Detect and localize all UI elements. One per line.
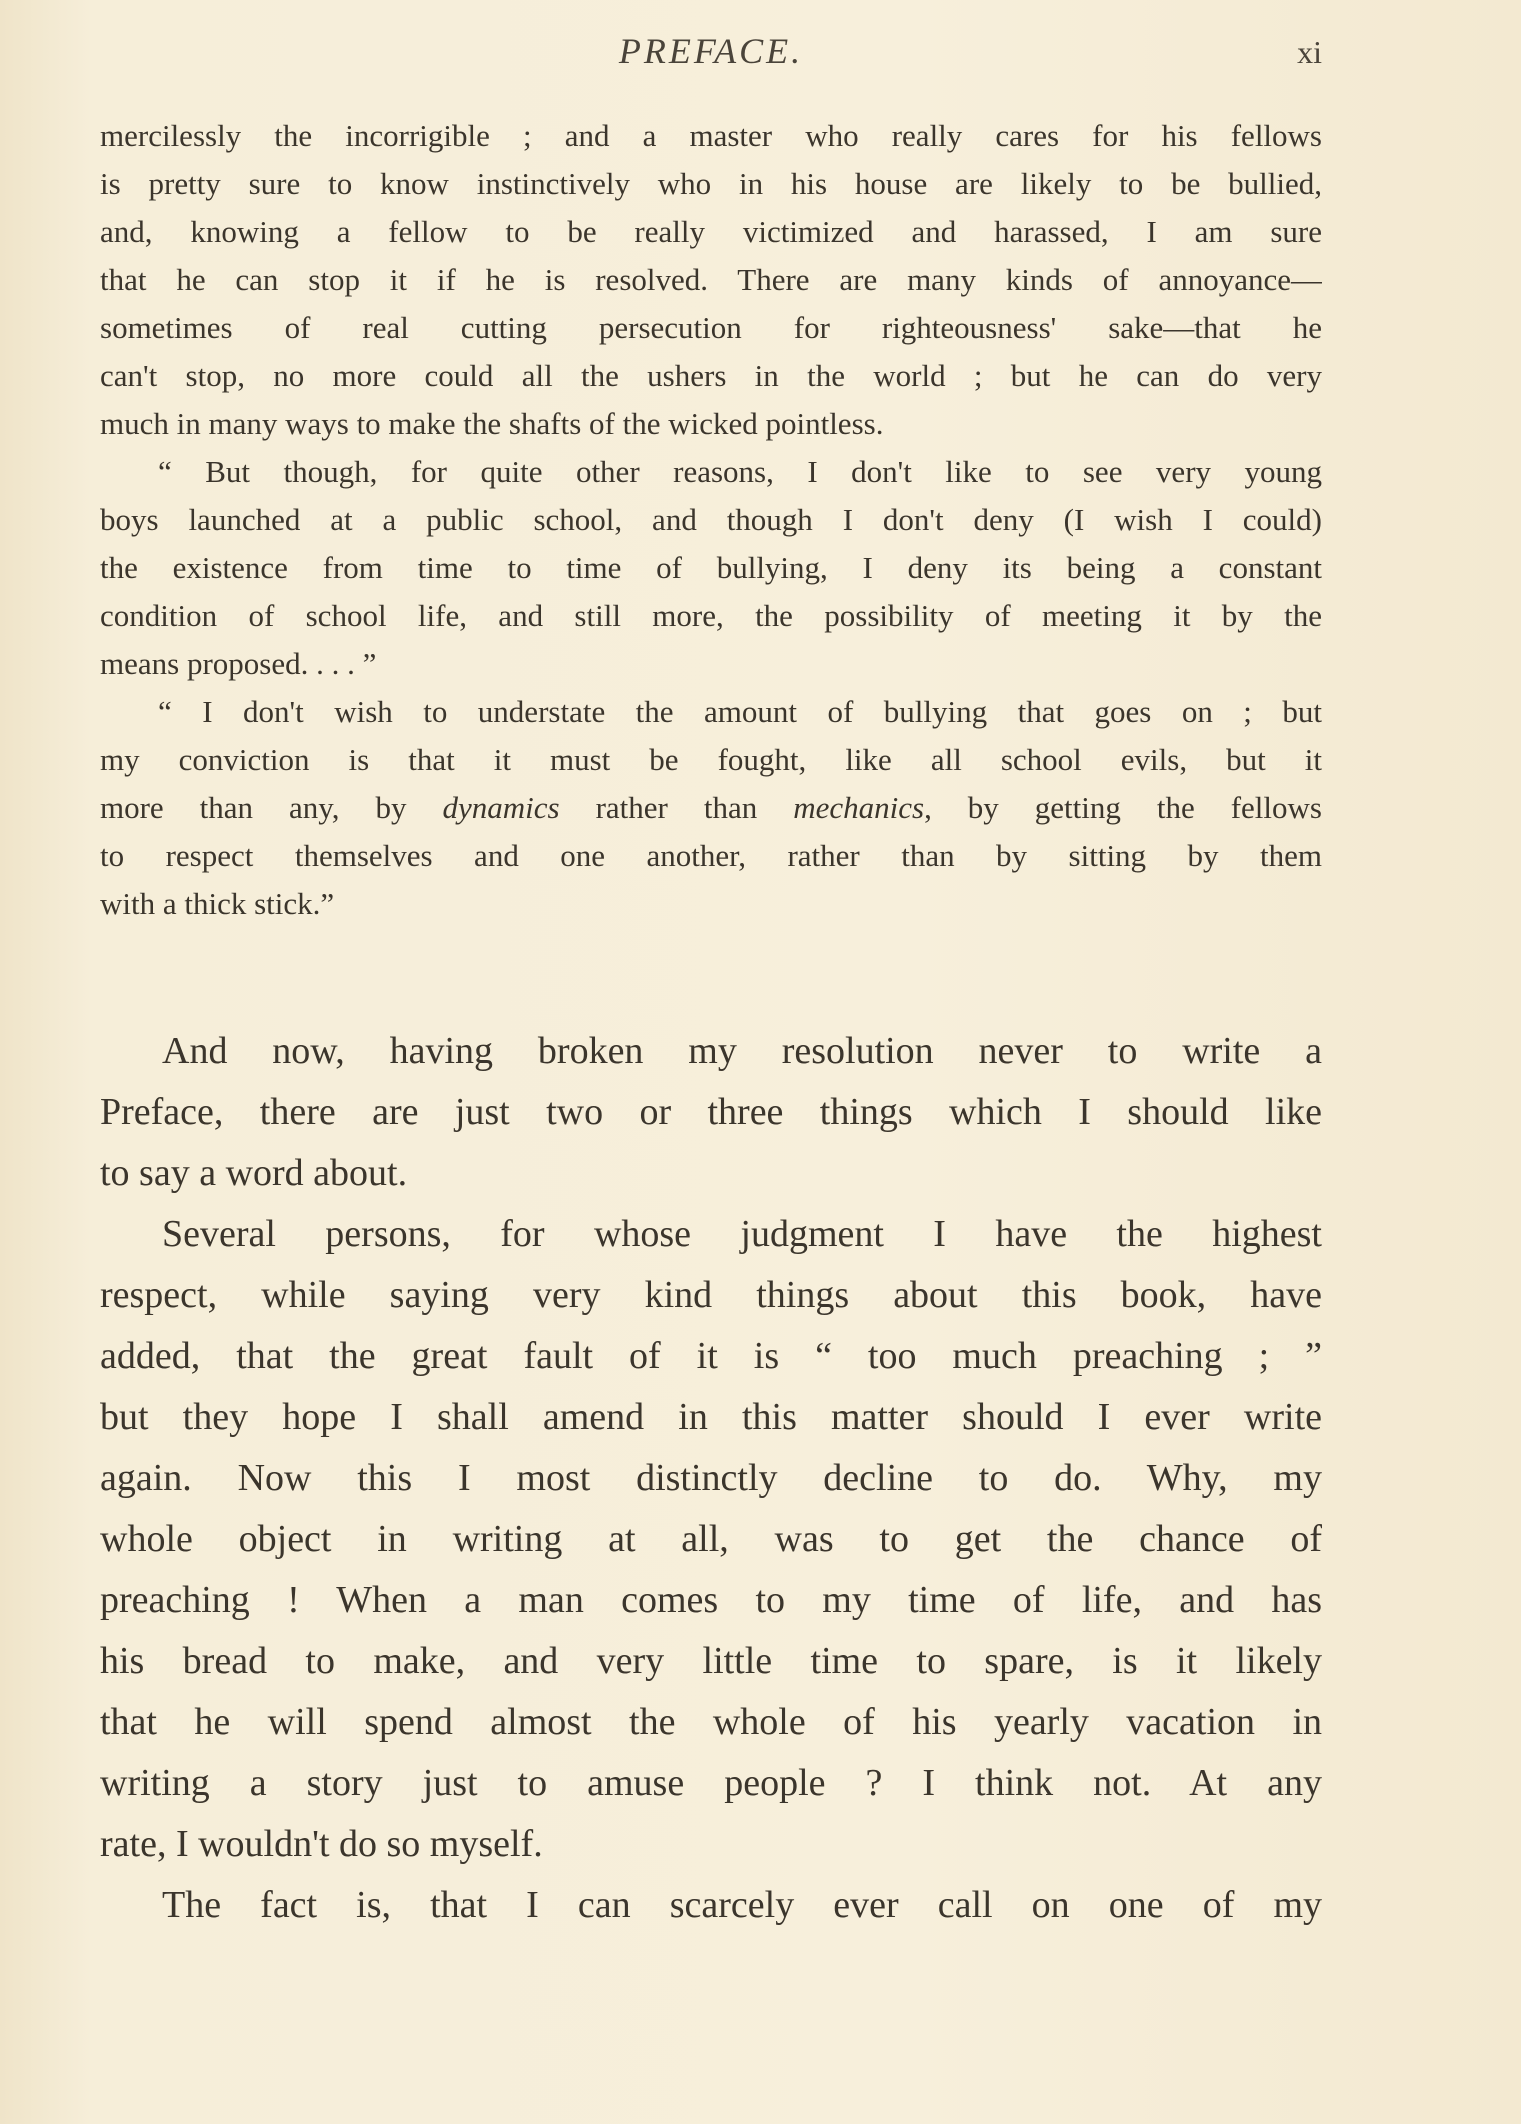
text-line: is pretty sure to know instinctively who in his house are likely to be bullied, — [100, 166, 1322, 201]
text-line: whole object in writing at all, was to get the chance of — [100, 1518, 1322, 1560]
text-line: The fact is, that I can scarcely ever call on one of my — [162, 1884, 1322, 1926]
text-line: with a thick stick.” — [100, 886, 335, 921]
text-line: writing a story just to amuse people ? I think not. At any — [100, 1762, 1322, 1804]
text-segment: more than any, by — [100, 790, 443, 825]
page-number: xi — [1297, 34, 1322, 70]
text-segment: rather than — [559, 790, 794, 825]
italic-word-mechanics: mechanics — [793, 790, 925, 825]
text-line: preaching ! When a man comes to my time of life, and has — [100, 1579, 1322, 1621]
text-line: to respect themselves and one another, rather than by sitting by them — [100, 838, 1322, 873]
text-line: rate, I wouldn't do so myself. — [100, 1823, 543, 1865]
text-line: the existence from time to time of bullying, I deny its being a constant — [100, 550, 1322, 585]
text-line: can't stop, no more could all the ushers in the world ; but he can do very — [100, 358, 1322, 393]
preface-body-text — [100, 1021, 1322, 1936]
text-line: mercilessly the incorrigible ; and a master who really cares for his fellows — [100, 118, 1322, 153]
text-line: much in many ways to make the shafts of the wicked pointless. — [100, 406, 884, 441]
text-line: his bread to make, and very little time to spare, is it likely — [100, 1640, 1322, 1682]
text-line: boys launched at a public school, and though I don't deny (I wish I could) — [100, 502, 1322, 537]
text-line: Preface, there are just two or three things which I should like — [100, 1091, 1322, 1133]
text-line: that he can stop it if he is resolved. There are many kinds of annoyance— — [100, 262, 1322, 297]
text-line: respect, while saying very kind things about this book, have — [100, 1274, 1322, 1316]
text-line: that he will spend almost the whole of his yearly vacation in — [100, 1701, 1322, 1743]
text-line: “ But though, for quite other reasons, I don't like to see very young — [158, 454, 1322, 489]
running-head — [100, 30, 1322, 80]
text-line: my conviction is that it must be fought, like all school evils, but it — [100, 742, 1322, 777]
text-line: “ I don't wish to understate the amount of bullying that goes on ; but — [158, 694, 1322, 729]
italic-word-dynamics: dynamics — [442, 790, 560, 825]
text-line: but they hope I shall amend in this matter should I ever write — [100, 1396, 1322, 1438]
text-line: to say a word about. — [100, 1152, 408, 1194]
running-title: PREFACE. — [618, 31, 804, 71]
text-line: Several persons, for whose judgment I have the highest — [162, 1213, 1322, 1255]
quoted-letter-text — [100, 112, 1322, 928]
text-segment: , by getting the fellows — [924, 790, 1322, 825]
text-line: sometimes of real cutting persecution for righteousness' sake—that he — [100, 310, 1322, 345]
text-line: condition of school life, and still more, the possibility of meeting it by the — [100, 598, 1322, 633]
text-line-with-italics — [100, 784, 1322, 832]
text-line: again. Now this I most distinctly decline to do. Why, my — [100, 1457, 1322, 1499]
text-line: added, that the great fault of it is “ too much preaching ; ” — [100, 1335, 1322, 1377]
text-line: means proposed. . . . ” — [100, 646, 377, 681]
text-line: and, knowing a fellow to be really victimized and harassed, I am sure — [100, 214, 1322, 249]
text-line: And now, having broken my resolution never to write a — [162, 1030, 1322, 1072]
